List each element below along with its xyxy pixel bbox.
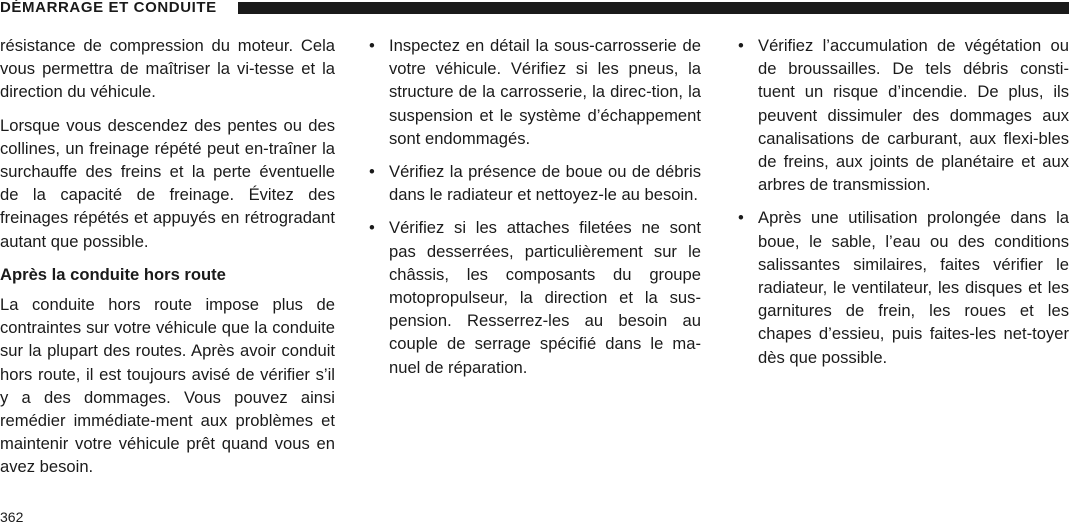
- column-left: [0, 34, 335, 489]
- paragraph: La conduite hors route impose plus de contraintes sur votre véhicule que la conduite sur la plupart des routes. Après avoir conduit hors route, il est toujours avisé de vérifier s’il y a des dommages. Vous pouvez ainsi remédier immédiate-ment aux problèmes et maintenir votre véhicule prêt quand vous en avez besoin.: [0, 295, 335, 477]
- list-item: • Après une utilisation prolongée dans la boue, le sable, l’eau ou des conditions salissantes similaires, faites vérifier le radiateur, le ventilateur, les disques et les garnitures de frein, les roues et les chapes d’essieu, puis faites-les net-toyer dès que possible.: [738, 208, 1069, 367]
- section-title: DÉMARRAGE ET CONDUITE: [0, 0, 227, 17]
- list-item: • Inspectez en détail la sous-carrosserie de votre véhicule. Vérifiez si les pneus, la structure de la carrosserie, la direc-tion, la suspension et le système d’échappement sont endommagés.: [369, 36, 701, 148]
- page-number: 362: [0, 509, 24, 525]
- list-item: • Vérifiez l’accumulation de végétation ou de broussailles. De tels débris consti-tuent un risque d’incendie. De plus, ils peuvent dissimuler des dommages aux canalisations de carburant, aux flexi-bles de freins, aux joints de planétaire et aux arbres de transmission.: [738, 36, 1069, 195]
- header-rule: [238, 2, 1069, 14]
- paragraph: résistance de compression du moteur. Cela vous permettra de maîtriser la vi-tesse et la direction du véhicule.: [0, 36, 335, 102]
- bullet-icon: •: [369, 218, 375, 238]
- list-item: • Vérifiez la présence de boue ou de débris dans le radiateur et nettoyez-le au besoin.: [369, 162, 701, 205]
- paragraph: Lorsque vous descendez des pentes ou des collines, un freinage répété peut en-traîner la surchauffe des freins et la perte éventuelle de la capacité de freinage. Évitez des freinages répétés et appuyés en rétrogradant autant que possible.: [0, 115, 335, 251]
- subheading: Après la conduite hors route: [0, 264, 226, 284]
- bullet-icon: •: [738, 208, 744, 228]
- list-item: • Vérifiez si les attaches filetées ne sont pas desserrées, particulièrement sur le châssis, les composants du groupe motopropulseur, la direction et la sus-pension. Resserrez-les au besoin au couple de serrage spécifié dans le ma-nuel de réparation.: [369, 218, 701, 377]
- column-middle: [369, 34, 701, 389]
- bullet-icon: •: [738, 36, 744, 55]
- bullet-list: [369, 34, 701, 379]
- bullet-list: [738, 34, 1069, 369]
- page-header: [0, 0, 1069, 18]
- column-right: [738, 34, 1069, 379]
- bullet-icon: •: [369, 36, 375, 55]
- bullet-icon: •: [369, 162, 375, 182]
